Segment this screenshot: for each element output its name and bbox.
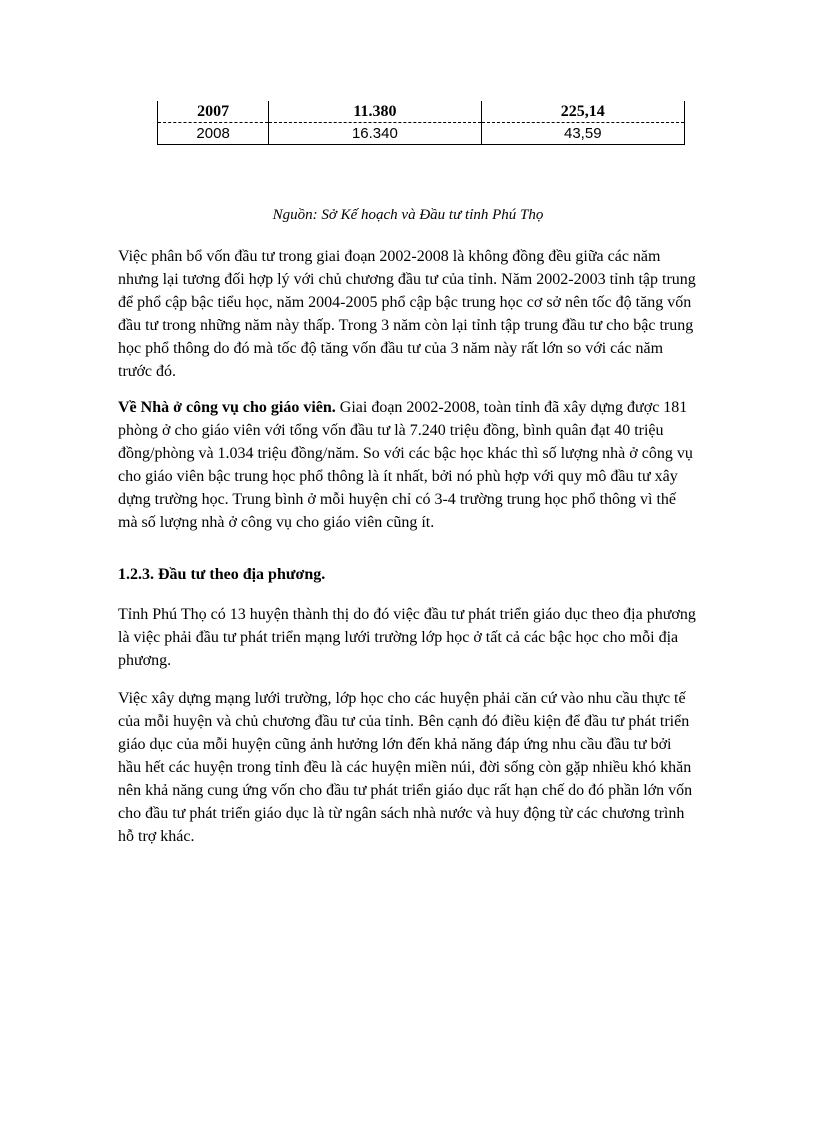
paragraph-teacher-housing [118, 396, 698, 534]
paragraph-body: Giai đoạn 2002-2008, toàn tỉnh đã xây dựng được 181 phòng ở cho giáo viên với tổng vốn đầu tư là 7.240 triệu đồng, bình quân đạt 40 triệu đồng/phòng và 1.034 triệu đồng/năm. So với các bậc học khác thì số lượng nhà ở công vụ cho giáo viên bậc trung học phổ thông là ít nhất, bởi nó phù hợp với quy mô đầu tư xây dựng trường học. Trung bình ở mỗi huyện chỉ có 3-4 trường trung học phổ thông vì thế mà số lượng nhà ở công vụ cho giáo viên cũng ít. [118, 399, 693, 531]
value-cell: 16.340 [269, 123, 481, 145]
year-cell: 2007 [158, 101, 269, 123]
table-source-note: Nguồn: Sở Kế hoạch và Đầu tư tỉnh Phú Thọ [272, 207, 544, 223]
data-table [157, 101, 685, 145]
paragraph-districts: Tỉnh Phú Thọ có 13 huyện thành thị do đó việc đầu tư phát triển giáo dục theo địa phương là việc phải đầu tư phát triển mạng lưới trường lớp học ở tất cả các bậc học cho mỗi địa phương. [118, 606, 696, 669]
paragraph-lead: Về Nhà ở công vụ cho giáo viên. [118, 399, 336, 416]
growth-cell: 43,59 [481, 123, 684, 145]
year-cell: 2008 [158, 123, 269, 145]
paragraph-allocation: Việc phân bổ vốn đầu tư trong giai đoạn 2002-2008 là không đồng đều giữa các năm nhưng lại tương đối hợp lý với chủ chương đầu tư của tỉnh. Năm 2002-2003 tỉnh tập trung để phổ cập bậc tiểu học, năm 2004-2005 phổ cập bậc trung học cơ sở nên tốc độ tăng vốn đầu tư trong những năm này thấp. Trong 3 năm còn lại tỉnh tập trung đầu tư cho bậc trung học phổ thông do đó mà tốc độ tăng vốn đầu tư của 3 năm này rất lớn so với các năm trước đó. [118, 248, 696, 380]
table-row [158, 101, 685, 123]
investment-table-fragment [157, 101, 685, 145]
section-heading: 1.2.3. Đầu tư theo địa phương. [118, 566, 326, 583]
table-row [158, 123, 685, 145]
value-cell: 11.380 [269, 101, 481, 123]
paragraph-network: Việc xây dựng mạng lưới trường, lớp học cho các huyện phải căn cứ vào nhu cầu thực tế của mỗi huyện và chủ chương đầu tư của tỉnh. Bên cạnh đó điều kiện để đầu tư phát triển giáo dục của mỗi huyện cũng ảnh hưởng lớn đến khả năng đáp ứng nhu cầu đầu tư bởi hầu hết các huyện trong tỉnh đều là các huyện miền núi, đời sống còn gặp nhiều khó khăn nên khả năng cung ứng vốn cho đầu tư phát triển giáo dục rất hạn chế do đó phần lớn vốn cho đầu tư phát triển giáo dục là từ ngân sách nhà nước và huy động từ các chương trình hỗ trợ khác. [118, 690, 693, 845]
growth-cell: 225,14 [481, 101, 684, 123]
